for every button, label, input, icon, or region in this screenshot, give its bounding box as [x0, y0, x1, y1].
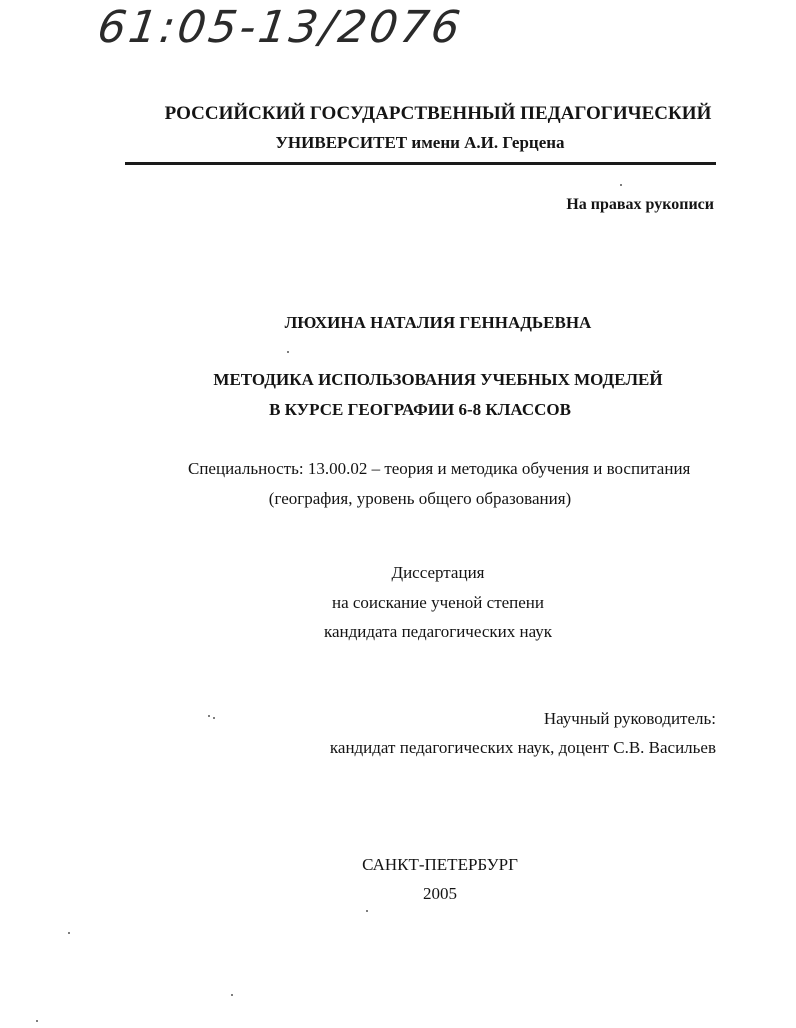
scan-speck	[287, 351, 289, 353]
scan-speck	[620, 184, 622, 186]
scan-speck	[208, 715, 210, 717]
university-name-line2: УНИВЕРСИТЕТ имени А.И. Герцена	[275, 133, 565, 152]
advisor-name: кандидат педагогических наук, доцент С.В. Васильев	[329, 738, 716, 757]
advisor-label: Научный руководитель:	[543, 709, 716, 728]
scan-speck	[366, 910, 368, 912]
scan-speck	[36, 1020, 38, 1022]
specialty-line2: (география, уровень общего образования)	[268, 489, 572, 508]
university-name-line1: РОССИЙСКИЙ ГОСУДАРСТВЕННЫЙ ПЕДАГОГИЧЕСКИЙ	[164, 103, 712, 124]
dissertation-label: Диссертация	[391, 563, 485, 582]
city: САНКТ-ПЕТЕРБУРГ	[362, 855, 518, 874]
degree-purpose: на соискание ученой степени	[331, 593, 545, 612]
handwritten-archive-code: 61:05-13/2076	[94, 2, 467, 53]
manuscript-rights-note: На правах рукописи	[566, 196, 714, 213]
dissertation-title-line1: МЕТОДИКА ИСПОЛЬЗОВАНИЯ УЧЕБНЫХ МОДЕЛЕЙ	[213, 370, 663, 389]
year: 2005	[423, 884, 457, 903]
author-name: ЛЮХИНА НАТАЛИЯ ГЕННАДЬЕВНА	[284, 313, 592, 332]
scan-speck	[68, 932, 70, 934]
scan-speck	[213, 717, 215, 719]
specialty-line1: Специальность: 13.00.02 – теория и методика обучения и воспитания	[188, 459, 691, 478]
scan-speck	[231, 994, 233, 996]
header-divider	[125, 162, 716, 165]
dissertation-title-line2: В КУРСЕ ГЕОГРАФИИ 6-8 КЛАССОВ	[269, 400, 571, 419]
degree-name: кандидата педагогических наук	[323, 622, 553, 641]
